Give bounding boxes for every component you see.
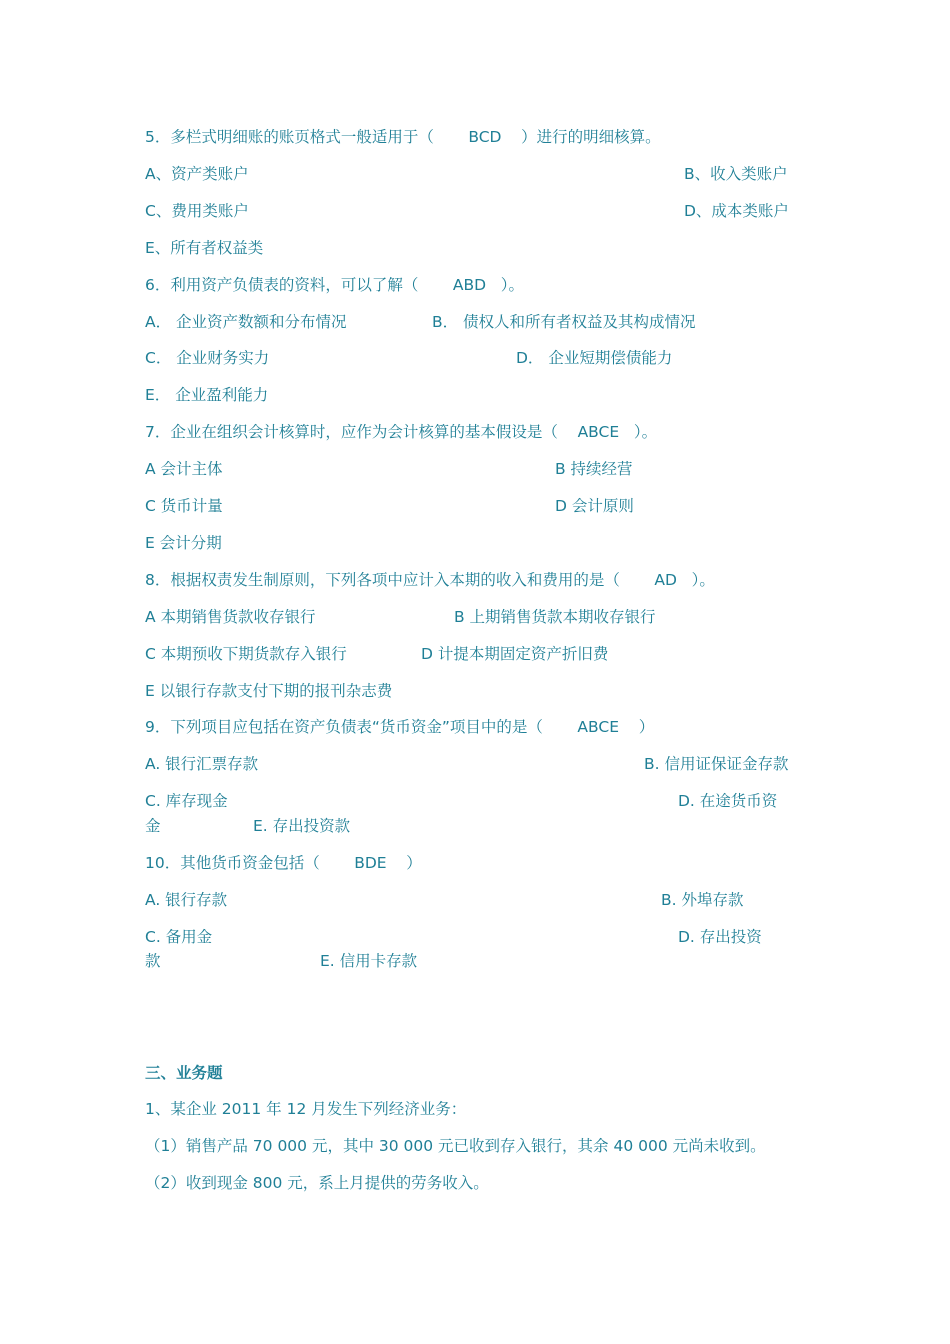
q5-option-e: E、所有者权益类 [145, 239, 264, 257]
q9-stem: 9．下列项目应包括在资产负债表“货币资金”项目中的是（ ABCE ） [145, 718, 655, 736]
q6-stem: 6．利用资产负债表的资料，可以了解（ ABD ）。 [145, 276, 525, 294]
q5-option-c: C、费用类账户 [145, 202, 249, 220]
q10-option-a: A. 银行存款 [145, 891, 228, 909]
q7-option-c: C 货币计量 [145, 497, 223, 515]
q5-option-a: A、资产类账户 [145, 165, 249, 183]
section3-item-2: （2）收到现金 800 元，系上月提供的劳务收入。 [145, 1174, 489, 1192]
q8-stem: 8．根据权责发生制原则，下列各项中应计入本期的收入和费用的是（ AD ）。 [145, 571, 715, 589]
q6-option-d: D． 企业短期偿债能力 [516, 349, 673, 367]
q5-option-d: D、成本类账户 [684, 202, 789, 220]
q7-option-e: E 会计分期 [145, 534, 222, 552]
q9-option-a: A. 银行汇票存款 [145, 755, 259, 773]
section3-heading: 三、业务题 [145, 1064, 223, 1082]
q9-option-d: D. 在途货币资 [678, 792, 778, 810]
q9-option-d-wrap: 金 [145, 817, 161, 835]
q8-option-d: D 计提本期固定资产折旧费 [421, 645, 609, 663]
q8-option-b: B 上期销售货款本期收存银行 [454, 608, 656, 626]
q7-stem: 7．企业在组织会计核算时，应作为会计核算的基本假设是（ ABCE ）。 [145, 423, 658, 441]
q8-option-a: A 本期销售货款收存银行 [145, 608, 316, 626]
q5-stem: 5．多栏式明细账的账页格式一般适用于（ BCD ）进行的明细核算。 [145, 128, 661, 146]
q10-option-d-wrap: 款 [145, 952, 161, 970]
q10-option-c: C. 备用金 [145, 928, 213, 946]
q10-option-b: B. 外埠存款 [661, 891, 744, 909]
q6-option-b: B． 债权人和所有者权益及其构成情况 [432, 313, 696, 331]
q10-option-e: E. 信用卡存款 [320, 952, 418, 970]
q6-option-e: E． 企业盈利能力 [145, 386, 269, 404]
section3-intro: 1、某企业 2011 年 12 月发生下列经济业务： [145, 1100, 467, 1118]
q6-option-a: A． 企业资产数额和分布情况 [145, 313, 347, 331]
q9-option-c: C. 库存现金 [145, 792, 228, 810]
q7-option-b: B 持续经营 [555, 460, 633, 478]
q6-option-c: C． 企业财务实力 [145, 349, 270, 367]
q8-option-e: E 以银行存款支付下期的报刊杂志费 [145, 682, 393, 700]
q7-option-d: D 会计原则 [555, 497, 634, 515]
q10-stem: 10．其他货币资金包括（ BDE ） [145, 854, 422, 872]
q9-option-e: E. 存出投资款 [253, 817, 351, 835]
section3-item-1: （1）销售产品 70 000 元，其中 30 000 元已收到存入银行，其余 40 000 元尚未收到。 [145, 1137, 766, 1155]
q9-option-b: B. 信用证保证金存款 [644, 755, 789, 773]
q10-option-d: D. 存出投资 [678, 928, 762, 946]
q5-option-b: B、收入类账户 [684, 165, 788, 183]
q8-option-c: C 本期预收下期货款存入银行 [145, 645, 347, 663]
q7-option-a: A 会计主体 [145, 460, 223, 478]
